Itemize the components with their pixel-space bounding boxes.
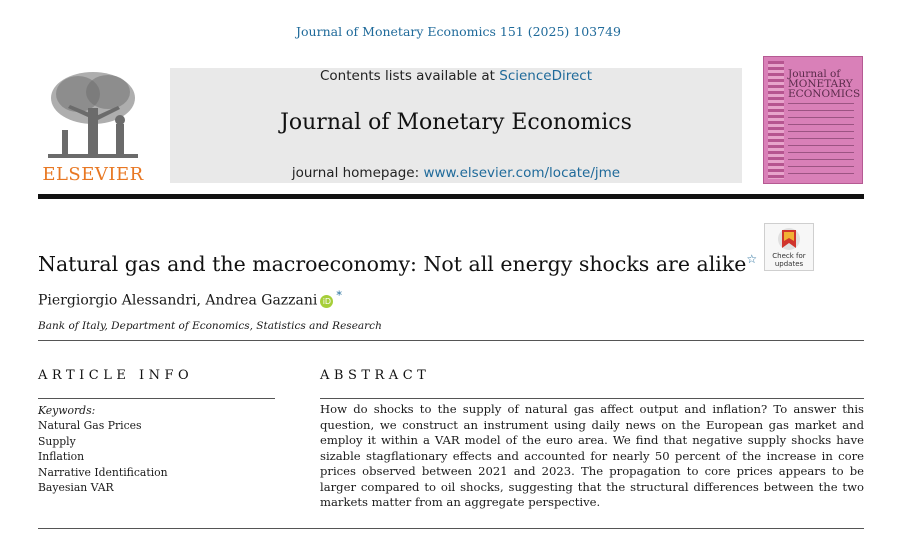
cover-text-lines: [788, 103, 854, 175]
elsevier-wordmark: ELSEVIER: [42, 164, 144, 185]
header-divider: [38, 194, 864, 199]
homepage-prefix: journal homepage:: [291, 165, 424, 181]
elsevier-tree-icon: [38, 68, 148, 164]
abstract-divider: [320, 398, 864, 399]
article-info-heading: ARTICLE INFO: [38, 368, 194, 383]
keyword-item: Bayesian VAR: [38, 481, 114, 495]
orcid-icon[interactable]: iD: [320, 295, 333, 308]
journal-banner: [170, 68, 742, 183]
keywords-list: [38, 418, 168, 495]
authors-line: [38, 289, 342, 309]
keywords-label: Keywords:: [38, 404, 96, 417]
affiliation-divider: [38, 340, 864, 341]
sciencedirect-link[interactable]: ScienceDirect: [499, 68, 593, 84]
contents-prefix: Contents lists available at: [319, 68, 500, 84]
cover-strip: [768, 61, 784, 179]
article-title-text: Natural gas and the macroeconomy: Not all energy shocks are alike: [38, 252, 747, 276]
keywords-block: [38, 403, 168, 495]
check-for-updates-button[interactable]: [764, 223, 814, 271]
abstract-text: How do shocks to the supply of natural gas affect output and inflation? To answer this question, we construct an instrument using daily news on the European gas market and employ it within a VAR model of the euro area. We find that negative supply shocks have sizable stagflationary effects and accounted for nearly 50 percent of the increase in core prices observed between 2021 and 2023. The propagation to core prices appears to be larger compared to oil shocks, suggesting that the structural differences between the two markets matter from an aggregate perspective.: [320, 402, 864, 509]
article-info-divider: [38, 398, 275, 399]
journal-citation[interactable]: Journal of Monetary Economics 151 (2025) 103749: [296, 24, 621, 39]
article-title: [38, 252, 757, 276]
author-names: Piergiorgio Alessandri, Andrea Gazzani: [38, 292, 318, 309]
corresponding-author-mark[interactable]: *: [336, 289, 342, 302]
journal-title: Journal of Monetary Economics: [280, 110, 632, 135]
bookmark-ribbon-icon: [765, 226, 813, 254]
journal-cover-image[interactable]: [763, 56, 863, 184]
keyword-item: Natural Gas Prices: [38, 419, 142, 433]
title-footnote-star[interactable]: ☆: [746, 252, 758, 267]
homepage-line: [170, 165, 742, 181]
keyword-item: Inflation: [38, 450, 85, 464]
keyword-item: Narrative Identification: [38, 465, 168, 479]
cover-title: Journal of MONETARY ECONOMICS: [788, 68, 861, 100]
abstract-heading: ABSTRACT: [320, 368, 431, 383]
bottom-divider: [38, 528, 864, 529]
affiliation: Bank of Italy, Department of Economics, Statistics and Research: [38, 320, 382, 332]
contents-line: [170, 68, 742, 84]
check-updates-label: Check for updates: [772, 252, 806, 268]
keyword-item: Supply: [38, 434, 76, 448]
homepage-link[interactable]: www.elsevier.com/locate/jme: [423, 165, 621, 181]
elsevier-logo[interactable]: [38, 68, 148, 186]
